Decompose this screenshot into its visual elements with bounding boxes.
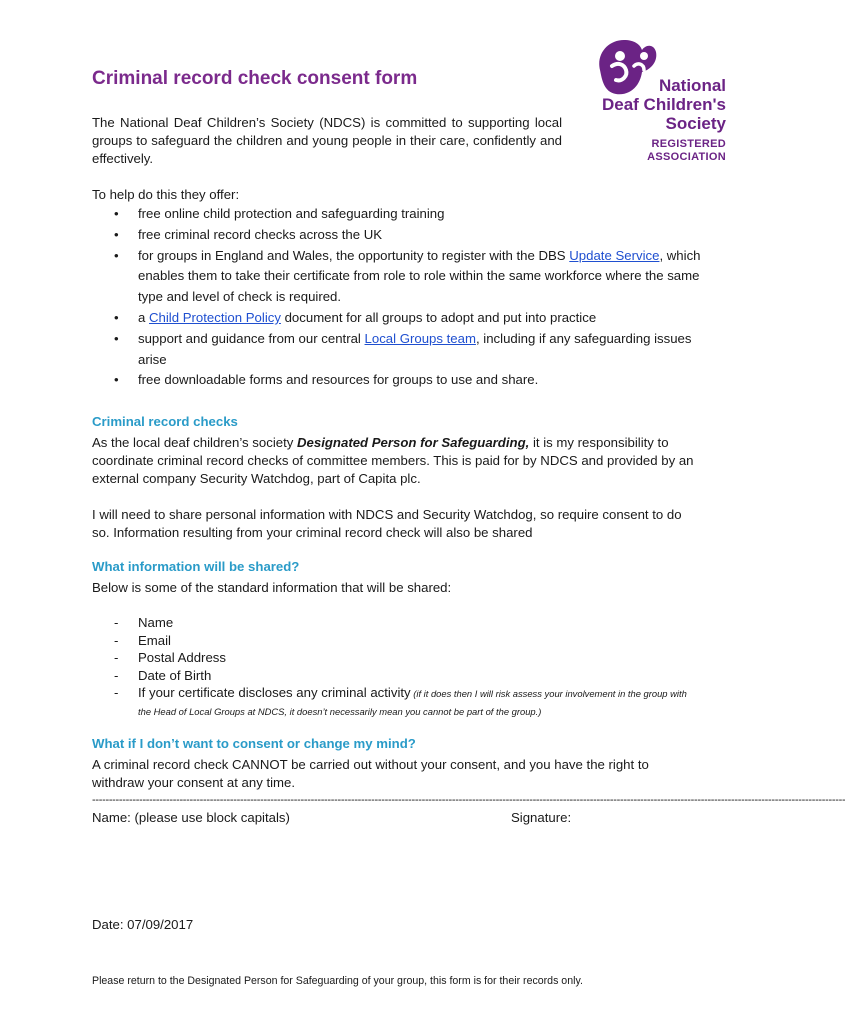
dashed-divider: -------------------------------------------------------------------------------------------------------------------------------------------------------------------------------------------------------------------------------- <box>92 794 845 806</box>
logo-sub-1: REGISTERED <box>651 138 726 150</box>
intro-paragraph: The National Deaf Children’s Society (NDCS) is committed to supporting local groups to safeguard the children and young people in their care, confidently and effectively. <box>92 115 562 166</box>
name-field-label: Name: (please use block capitals) <box>92 810 290 825</box>
logo-wordmark <box>602 76 726 133</box>
section1-paragraph-2: I will need to share personal information with NDCS and Security Watchdog, so require consent to do so. Information resulting from your criminal record check will also be shared <box>92 507 682 540</box>
child-protection-policy-link[interactable]: Child Protection Policy <box>149 309 281 325</box>
logo-line-1: National <box>658 76 726 95</box>
list-item: - Name <box>92 614 702 632</box>
logo-line-2: Deaf Children's <box>601 95 726 114</box>
list-item: • support and guidance from our central Local Groups team, including if any safeguarding issues arise <box>92 329 702 371</box>
signature-field-label: Signature: <box>511 810 572 825</box>
consent-paragraph: A criminal record check CANNOT be carried out without your consent, and you have the right to withdraw your consent at any time. <box>92 757 649 790</box>
list-item: • a Child Protection Policy document for all groups to adopt and put into practice <box>92 308 702 329</box>
section1-paragraph-1: As the local deaf children’s society Designated Person for Safeguarding, it is my responsibility to coordinate criminal record checks of committee members. This is paid for by NDCS and provided by an external company Security Watchdog, part of Capita plc. <box>92 435 694 486</box>
list-item: • free downloadable forms and resources for groups to use and share. <box>92 370 702 391</box>
risk-assessment-note: (if it does then I will risk assess your involvement in the group with the Head of Local Groups at NDCS, it doesn’t necessarily mean you cannot be part of the group.) <box>138 688 687 717</box>
shared-info-list <box>92 614 702 720</box>
section-heading-criminal-record-checks: Criminal record checks <box>92 414 238 429</box>
footer-note: Please return to the Designated Person for Safeguarding of your group, this form is for their records only. <box>92 975 583 987</box>
list-item: • for groups in England and Wales, the opportunity to register with the DBS Update Service, which enables them to take their certificate from role to role within the same workforce where the same type and level of check is required. <box>92 246 702 308</box>
update-service-link[interactable]: Update Service <box>569 247 660 263</box>
date-field: Date: 07/09/2017 <box>92 917 194 932</box>
logo-registered-association <box>647 138 726 164</box>
section-heading-consent: What if I don’t want to consent or change my mind? <box>92 736 416 751</box>
list-item: • free criminal record checks across the UK <box>92 225 702 246</box>
section2-lead: Below is some of the standard information that will be shared: <box>92 580 452 595</box>
list-item: - Email <box>92 632 702 650</box>
ndcs-logo <box>590 34 730 164</box>
local-groups-team-link[interactable]: Local Groups team <box>364 330 476 346</box>
logo-sub-2: ASSOCIATION <box>647 151 726 163</box>
list-item: - Date of Birth <box>92 667 702 685</box>
list-item: • free online child protection and safeguarding training <box>92 204 702 225</box>
list-item: - Postal Address <box>92 649 702 667</box>
section-heading-information-shared: What information will be shared? <box>92 559 300 574</box>
logo-line-3: Society <box>665 114 726 133</box>
offer-lead: To help do this they offer: <box>92 187 240 202</box>
offer-list <box>92 204 702 391</box>
page-title: Criminal record check consent form <box>92 68 418 89</box>
list-item: - If your certificate discloses any criminal activity (if it does then I will risk assess your involvement in the group with the Head of Local Groups at NDCS, it doesn’t necessarily mean you cannot be part of the group.) <box>92 684 702 719</box>
